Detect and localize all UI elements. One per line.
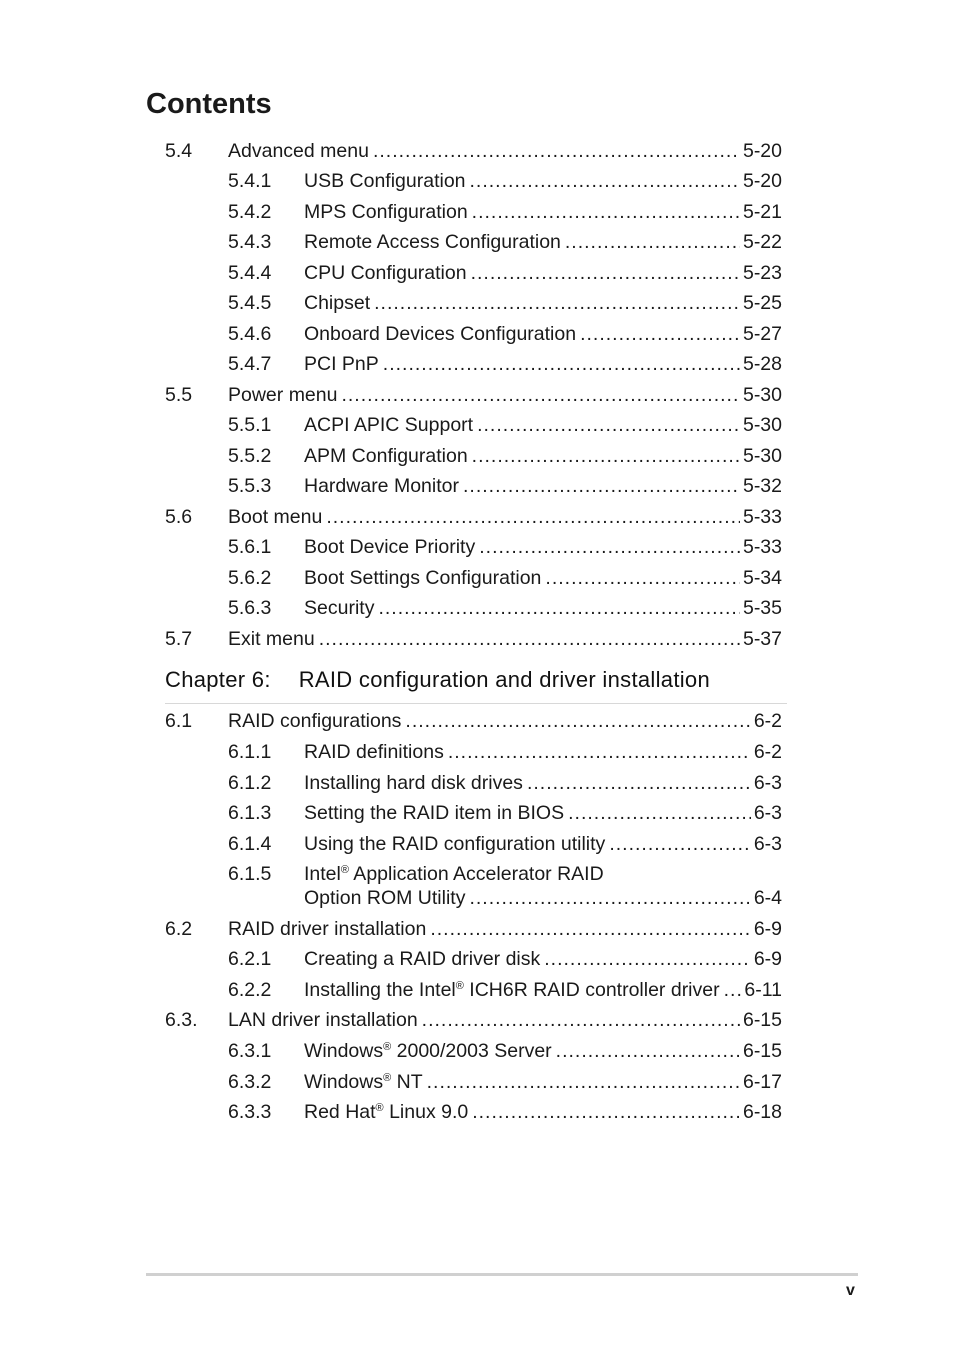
entry-title: Boot Settings Configuration — [304, 567, 542, 589]
entry-title: Hardware Monitor — [304, 475, 459, 497]
entry-page-number: 6-3 — [753, 772, 782, 794]
toc-entry[interactable] — [0, 412, 954, 438]
entry-page-number: 5-25 — [742, 292, 782, 314]
entry-title: RAID driver installation — [228, 918, 427, 940]
entry-page-number: 6-3 — [753, 802, 782, 824]
dot-leader — [544, 946, 751, 972]
entry-page-number: 6-4 — [753, 887, 782, 909]
entry-label-line — [304, 290, 782, 316]
entry-number: 5.6.1 — [228, 536, 272, 558]
toc-entry[interactable] — [0, 1069, 954, 1095]
entry-title-part: Red Hat — [304, 1101, 376, 1123]
entry-number: 5.5.2 — [228, 445, 272, 467]
entry-label-line — [304, 473, 782, 499]
entry-title: Option ROM Utility — [304, 887, 466, 909]
dot-leader — [378, 595, 740, 621]
entry-number: 5.4.1 — [228, 170, 272, 192]
entry-page-number: 5-28 — [742, 353, 782, 375]
entry-page-number: 6-9 — [753, 918, 782, 940]
dot-leader — [383, 351, 740, 377]
entry-title: PCI PnP — [304, 353, 379, 375]
entry-label-line — [304, 565, 782, 591]
entry-title: Power menu — [228, 384, 338, 406]
page-number: v — [846, 1282, 855, 1299]
entry-page-number: 5-30 — [742, 384, 782, 406]
toc-entry[interactable] — [0, 382, 954, 408]
entry-number: 5.7 — [165, 628, 193, 650]
dot-leader — [527, 770, 751, 796]
dot-leader — [568, 800, 751, 826]
dot-leader — [470, 168, 740, 194]
toc-entry[interactable] — [0, 831, 954, 857]
entry-page-number: 5-33 — [742, 506, 782, 528]
toc-entry[interactable] — [0, 229, 954, 255]
entry-label-line — [228, 382, 782, 408]
dot-leader — [422, 1007, 740, 1033]
dot-leader — [430, 916, 750, 942]
page-title: Contents — [146, 88, 272, 120]
entry-title: Using the RAID configuration utility — [304, 833, 606, 855]
entry-label-line — [304, 168, 782, 194]
dot-leader — [463, 473, 740, 499]
entry-number: 5.6 — [165, 506, 193, 528]
entry-page-number: 5-27 — [742, 323, 782, 345]
entry-number: 5.5.1 — [228, 414, 272, 436]
entry-page-number: 6-3 — [753, 833, 782, 855]
dot-leader — [469, 885, 750, 911]
entry-title: Advanced menu — [228, 140, 369, 162]
entry-title: RAID configurations — [228, 710, 402, 732]
entry-number: 6.1.5 — [228, 863, 272, 885]
toc-entry[interactable] — [0, 739, 954, 765]
entry-title — [304, 1099, 468, 1125]
dot-leader — [556, 1038, 740, 1064]
entry-label-line — [228, 138, 782, 164]
entry-number: 6.2.1 — [228, 948, 272, 970]
entry-label-line — [228, 626, 782, 652]
entry-page-number: 6-18 — [742, 1101, 782, 1123]
entry-title — [304, 977, 720, 1003]
footer-divider — [146, 1273, 858, 1276]
entry-title: RAID definitions — [304, 741, 444, 763]
entry-page-number: 5-21 — [742, 201, 782, 223]
entry-title: Installing hard disk drives — [304, 772, 523, 794]
entry-number: 6.2 — [165, 918, 193, 940]
entry-number: 5.4.5 — [228, 292, 272, 314]
entry-label-line — [304, 885, 782, 911]
entry-number: 6.1.1 — [228, 741, 272, 763]
entry-title: CPU Configuration — [304, 262, 467, 284]
entry-number: 6.1.3 — [228, 802, 272, 824]
registered-mark: ® — [375, 1102, 384, 1114]
toc-entry[interactable] — [0, 290, 954, 316]
entry-label-line — [304, 800, 782, 826]
entry-page-number: 5-34 — [742, 567, 782, 589]
dot-leader — [545, 565, 740, 591]
entry-label-line — [304, 831, 782, 857]
entry-number: 6.1.2 — [228, 772, 272, 794]
entry-title-part: Linux 9.0 — [383, 1101, 469, 1123]
entry-title: MPS Configuration — [304, 201, 468, 223]
entry-label-line — [304, 770, 782, 796]
entry-title: LAN driver installation — [228, 1009, 418, 1031]
toc-entry[interactable] — [0, 800, 954, 826]
entry-page-number: 5-22 — [742, 231, 782, 253]
entry-title: Boot Device Priority — [304, 536, 476, 558]
toc-entry[interactable] — [0, 595, 954, 621]
entry-title: Security — [304, 597, 375, 619]
toc-entry[interactable] — [0, 351, 954, 377]
registered-mark: ® — [383, 1072, 392, 1084]
entry-label-line — [304, 351, 782, 377]
entry-title: Boot menu — [228, 506, 323, 528]
entry-title: Exit menu — [228, 628, 315, 650]
entry-label-line — [304, 946, 782, 972]
toc-entry[interactable] — [0, 504, 954, 530]
entry-title: APM Configuration — [304, 445, 468, 467]
toc-entry[interactable] — [0, 770, 954, 796]
entry-label-line — [228, 1007, 782, 1033]
entry-number: 5.4.4 — [228, 262, 272, 284]
entry-title — [304, 1038, 552, 1064]
entry-page-number: 5-35 — [742, 597, 782, 619]
toc-entry[interactable] — [0, 168, 954, 194]
entry-page-number: 6-11 — [744, 979, 782, 1001]
toc-entry[interactable] — [0, 916, 954, 942]
toc-entry[interactable] — [0, 977, 954, 1003]
entry-label-line — [304, 1099, 782, 1125]
entry-number: 5.5 — [165, 384, 193, 406]
dot-leader — [319, 626, 740, 652]
toc-entry[interactable] — [0, 138, 954, 164]
entry-number: 6.3.1 — [228, 1040, 272, 1062]
entry-number: 5.5.3 — [228, 475, 272, 497]
dot-leader — [479, 534, 740, 560]
entry-number: 6.2.2 — [228, 979, 272, 1001]
entry-number: 5.4.3 — [228, 231, 272, 253]
entry-title-part: Intel — [304, 863, 341, 885]
toc-entry[interactable] — [0, 321, 954, 347]
chapter-divider — [165, 703, 787, 704]
entry-title: Remote Access Configuration — [304, 231, 561, 253]
entry-label-line — [228, 916, 782, 942]
toc-entry[interactable] — [0, 473, 954, 499]
entry-title-part: NT — [391, 1071, 423, 1093]
entry-number: 6.1 — [165, 710, 193, 732]
chapter-prefix: Chapter 6: — [165, 667, 271, 692]
entry-title: Creating a RAID driver disk — [304, 948, 541, 970]
toc-entry[interactable] — [0, 1038, 954, 1064]
entry-label-line — [304, 1069, 782, 1095]
entry-page-number: 6-9 — [753, 948, 782, 970]
entry-page-number: 5-23 — [742, 262, 782, 284]
entry-label-line — [304, 739, 782, 765]
entry-number: 5.4.2 — [228, 201, 272, 223]
entry-title-part: Windows — [304, 1071, 384, 1093]
entry-label-line — [304, 229, 782, 255]
entry-title: Setting the RAID item in BIOS — [304, 802, 565, 824]
entry-label-line — [304, 260, 782, 286]
entry-title-line1 — [304, 861, 604, 887]
dot-leader — [341, 382, 740, 408]
toc-entry[interactable] — [0, 443, 954, 469]
entry-number: 6.3.2 — [228, 1071, 272, 1093]
entry-title: Onboard Devices Configuration — [304, 323, 577, 345]
toc-entry[interactable] — [0, 260, 954, 286]
entry-label-line — [304, 534, 782, 560]
toc-entry[interactable] — [0, 1099, 954, 1125]
entry-page-number: 6-2 — [753, 741, 782, 763]
entry-label-line — [304, 321, 782, 347]
dot-leader — [471, 260, 740, 286]
dot-leader — [609, 831, 751, 857]
chapter-title: RAID configuration and driver installation — [298, 667, 710, 692]
toc-entry[interactable] — [0, 946, 954, 972]
entry-label-line — [304, 412, 782, 438]
entry-title: USB Configuration — [304, 170, 466, 192]
toc-entry-first-line[interactable] — [0, 861, 954, 887]
dot-leader — [477, 412, 740, 438]
entry-page-number: 5-37 — [742, 628, 782, 650]
toc-entry[interactable] — [0, 1007, 954, 1033]
entry-number: 5.4 — [165, 140, 193, 162]
registered-mark: ® — [383, 1041, 392, 1053]
entry-number: 5.6.2 — [228, 567, 272, 589]
entry-title: Chipset — [304, 292, 371, 314]
entry-title-part: Windows — [304, 1040, 384, 1062]
entry-title-part: Installing the Intel — [304, 979, 456, 1001]
entry-page-number: 5-32 — [742, 475, 782, 497]
chapter-heading — [165, 665, 710, 695]
entry-page-number: 6-2 — [753, 710, 782, 732]
toc-entry[interactable] — [0, 565, 954, 591]
dot-leader — [374, 290, 740, 316]
entry-label-line — [304, 595, 782, 621]
entry-number: 5.6.3 — [228, 597, 272, 619]
registered-mark: ® — [340, 864, 349, 876]
entry-number: 5.4.7 — [228, 353, 272, 375]
dot-leader — [580, 321, 740, 347]
entry-label-line — [228, 504, 782, 530]
dot-leader — [472, 443, 740, 469]
dot-leader — [472, 1099, 740, 1125]
entry-page-number: 5-33 — [742, 536, 782, 558]
toc-entry[interactable] — [0, 534, 954, 560]
entry-page-number: 6-15 — [742, 1009, 782, 1031]
entry-title-part: Application Accelerator RAID — [348, 863, 604, 885]
entry-page-number: 5-20 — [742, 170, 782, 192]
toc-entry[interactable] — [0, 708, 954, 734]
entry-title-part: ICH6R RAID controller driver — [463, 979, 720, 1001]
dot-leader — [565, 229, 740, 255]
entry-title: ACPI APIC Support — [304, 414, 474, 436]
entry-page-number: 5-20 — [742, 140, 782, 162]
entry-page-number: 6-15 — [742, 1040, 782, 1062]
entry-title-part: 2000/2003 Server — [391, 1040, 552, 1062]
entry-title — [304, 1069, 423, 1095]
entry-number: 6.3.3 — [228, 1101, 272, 1123]
toc-entry[interactable] — [0, 626, 954, 652]
dot-leader — [373, 138, 740, 164]
registered-mark: ® — [455, 980, 464, 992]
entry-number: 5.4.6 — [228, 323, 272, 345]
entry-page-number: 6-17 — [742, 1071, 782, 1093]
dot-leader — [427, 1069, 740, 1095]
entry-page-number: 5-30 — [742, 414, 782, 436]
dot-leader — [326, 504, 740, 530]
entry-page-number: 5-30 — [742, 445, 782, 467]
entry-label-line — [304, 1038, 782, 1064]
dot-leader — [472, 199, 740, 225]
toc-entry[interactable] — [0, 199, 954, 225]
toc-entry-second-line[interactable] — [0, 885, 954, 911]
entry-label-line — [304, 977, 782, 1003]
dot-leader — [405, 708, 750, 734]
entry-label-line — [304, 199, 782, 225]
dot-leader — [724, 977, 742, 1003]
entry-label-line — [228, 708, 782, 734]
dot-leader — [448, 739, 751, 765]
entry-label-line — [304, 443, 782, 469]
entry-number: 6.3. — [165, 1009, 198, 1031]
entry-number: 6.1.4 — [228, 833, 272, 855]
